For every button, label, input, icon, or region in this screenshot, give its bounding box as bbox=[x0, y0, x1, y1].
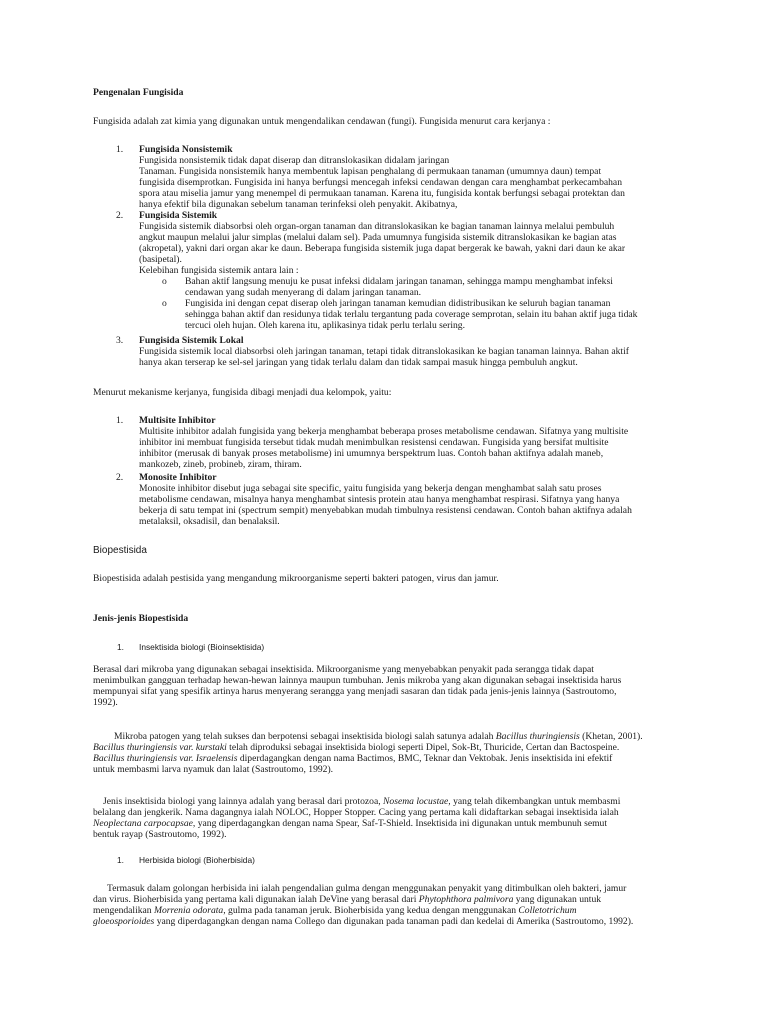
paragraph-line: mengendalikan Morrenia odorata, gulma pada tanaman jeruk. Bioherbisida yang kedua dengan menggunakan Colletotrichum bbox=[93, 905, 577, 916]
list2-item-1-line: Multisite inhibitor adalah fungisida yang bekerja menghambat beberapa proses metabolisme cendawan. Sifatnya yang multisite bbox=[139, 426, 629, 437]
paragraph-line: menimbulkan gangguan terhadap hewan-hewan lainnya maupun tumbuhan. Jenis mikroba yang akan digunakan sebagai insektisida harus bbox=[93, 675, 622, 686]
paragraph-line: Bacillus thuringiensis var. Israelensis diperdagangkan dengan nama Bactimos, BMC, Teknar dan Vektobak. Jenis insektisida ini efektif bbox=[93, 753, 613, 764]
species-name: Bacillus thuringiensis bbox=[495, 731, 580, 742]
bullet-line: Bahan aktif langsung menuju ke pusat infeksi didalam jaringan tanaman, sehingga mampu menghambat infeksi bbox=[185, 276, 613, 287]
list2-item-1-line: mankozeb, zineb, probineb, ziram, thiram. bbox=[139, 459, 302, 470]
list1-item-2-line: Kelebihan fungisida sistemik antara lain : bbox=[139, 265, 299, 276]
bullet-line: tercuci oleh hujan. Oleh karena itu, aplikasinya tidak perlu terlalu sering. bbox=[185, 320, 465, 331]
species-name: Nosema locustae, bbox=[383, 796, 451, 807]
list1-num-2: 2. bbox=[116, 210, 124, 221]
paragraph-line: bentuk rayap (Sastroutomo, 1992). bbox=[93, 829, 227, 840]
list2-item-2-line: bekerja di satu tempat ini (spectrum sempit) menyebabkan mudah timbulnya resistensi cendawan. Contoh bahan aktifnya adalah bbox=[139, 505, 632, 516]
list1-item-1-title: Fungisida Nonsistemik bbox=[139, 144, 233, 155]
list1-item-2-line: (akropetal), yakni dari organ akar ke daun. Beberapa fungisida sistemik juga dapat bergerak ke bawah, yakni dari daun ke akar bbox=[139, 243, 626, 254]
paragraph-bioherbisida bbox=[93, 883, 633, 927]
bullet-marker: o bbox=[162, 276, 167, 287]
paragraph-line: Termasuk dalam golongan herbisida ini ialah pengendalian gulma dengan menggunakan penyakit yang ditimbulkan oleh bakteri, jamur bbox=[107, 883, 627, 894]
list1-item-3-line: Fungisida sistemik local diabsorbsi oleh jaringan tanaman, tetapi tidak ditranslokasikan ke bagian tanaman lainnya. Bahan aktif bbox=[139, 346, 629, 357]
bullet-marker: o bbox=[162, 298, 167, 309]
list2-item-1 bbox=[139, 415, 628, 470]
bullet-line: sehingga bahan aktif dan residunya tidak terlalu tergantung pada coverage semprotan, selain itu bahan aktif juga tidak bbox=[185, 309, 638, 320]
biopestisida-definition: Biopestisida adalah pestisida yang mengandung mikroorganisme seperti bakteri patogen, virus dan jamur. bbox=[93, 573, 499, 584]
list2-item-2-title: Monosite Inhibitor bbox=[139, 472, 217, 483]
heading-biopestisida: Biopestisida bbox=[93, 545, 147, 556]
sub1-title: Insektisida biologi (Bioinsektisida) bbox=[139, 642, 265, 652]
bullet-item-1 bbox=[185, 276, 613, 298]
species-name: Bacillus thuringiensis var. kurstaki bbox=[93, 742, 227, 753]
list2-item-1-line: inhibitor ini membuat fungisida tersebut tidak mudah menimbulkan resistensi cendawan. Fungisida yang bersifat multisite bbox=[139, 437, 609, 448]
list1-item-1 bbox=[139, 144, 625, 210]
list1-num-3: 3. bbox=[116, 335, 124, 346]
sub2-title: Herbisida biologi (Bioherbisida) bbox=[139, 855, 255, 865]
list2-item-2-line: metalaksil, oksadisil, dan benalaksil. bbox=[139, 516, 280, 527]
list1-item-1-line: spora atau miselia jamur yang menempel di permukaan tanaman. Karena itu, fungisida kontak berfungsi sebagai protektan dan bbox=[139, 188, 625, 199]
list1-item-2-line: angkut maupun melalui jalur simplas (melalui dalam sel). Pada umumnya fungisida sistemik ditranslokasikan ke bagian atas bbox=[139, 232, 617, 243]
species-name: Bacillus thuringiensis var. Israelensis bbox=[93, 753, 238, 764]
list1-item-3 bbox=[139, 335, 629, 368]
paragraph-bioinsektisida-2 bbox=[93, 731, 643, 775]
list1-item-3-title: Fungisida Sistemik Lokal bbox=[139, 335, 244, 346]
list2-num-1: 1. bbox=[116, 415, 124, 426]
list1-num-1: 1. bbox=[116, 144, 124, 155]
heading-jenis-biopestisida: Jenis-jenis Biopestisida bbox=[93, 613, 189, 624]
paragraph-line: mempunyai sifat yang spesifik artinya harus menyerang serangga yang menjadi sasaran dan tidak pada jenis-jenis lainnya (Sastroutomo, bbox=[93, 686, 617, 697]
list1-item-3-line: hanya akan terserap ke sel-sel jaringan yang tidak terlalu dalam dan tidak sampai masuk hingga pembuluh angkut. bbox=[139, 357, 578, 368]
list1-item-1-line: hanya efektif bila digunakan sebelum tanaman terinfeksi oleh penyakit. Akibatnya, bbox=[139, 199, 458, 210]
list2-item-2-line: metabolisme cendawan, misalnya hanya menghambat sintesis protein atau hanya menghambat respirasi. Sifatnya yang hanya bbox=[139, 494, 620, 505]
species-name: gloeosporioides bbox=[93, 916, 155, 927]
bullet-line: cendawan yang sudah menyerang di dalam jaringan tanaman. bbox=[185, 287, 422, 298]
species-name: Neoplectana carpocapsae bbox=[93, 818, 193, 829]
list1-item-1-line: Tanaman. Fungisida nonsistemik hanya membentuk lapisan penghalang di permukaan tanaman (umumnya daun) tempat bbox=[139, 166, 602, 177]
list2-num-2: 2. bbox=[116, 472, 124, 483]
sub2-num: 1. bbox=[117, 855, 124, 865]
paragraph-line: dan virus. Bioherbisida yang pertama kali digunakan ialah DeVine yang berasal dari Phytophthora palmivora yang digunakan untuk bbox=[93, 894, 602, 905]
sub1-num: 1. bbox=[117, 642, 124, 652]
intro-paragraph: Fungisida adalah zat kimia yang digunakan untuk mengendalikan cendawan (fungi). Fungisida menurut cara kerjanya : bbox=[93, 116, 551, 127]
species-name: Phytophthora palmivora bbox=[418, 894, 514, 905]
paragraph-bioinsektisida-3 bbox=[93, 796, 620, 840]
heading-pengenalan-fungisida: Pengenalan Fungisida bbox=[93, 87, 184, 98]
paragraph-line: Mikroba patogen yang telah sukses dan berpotensi sebagai insektisida biologi salah satunya adalah Bacillus thuringiensis (Khetan, 2001). bbox=[114, 731, 643, 742]
paragraph-line: gloeosporioides yang diperdagangkan dengan nama Collego dan digunakan pada tanaman padi dan kedelai di Amerika (Sastroutomo, 1992). bbox=[93, 916, 634, 927]
paragraph-line: Bacillus thuringiensis var. kurstaki telah diproduksi sebagai insektisida biologi seperti Dipel, Sok-Bt, Thuricide, Certan dan Bactospeine. bbox=[93, 742, 620, 753]
paragraph-line: Jenis insektisida biologi yang lainnya adalah yang berasal dari protozoa, Nosema locustae, yang telah dikembangkan untuk membasmi bbox=[103, 796, 621, 807]
list1-item-2-line: Fungisida sistemik diabsorbsi oleh organ-organ tanaman dan ditranslokasikan ke bagian tanaman lainnya melalui pembuluh bbox=[139, 221, 615, 232]
paragraph-bioinsektisida-1 bbox=[93, 664, 674, 708]
list2-item-1-title: Multisite Inhibitor bbox=[139, 415, 216, 426]
paragraph-line: 1992). bbox=[93, 697, 118, 708]
bullet-line: Fungisida ini dengan cepat diserap oleh jaringan tanaman kemudian didistribusikan ke seluruh bagian tanaman bbox=[185, 298, 611, 309]
list1-item-2 bbox=[139, 210, 625, 276]
list2-item-1-line: inhibitor (merusak di banyak proses metabolisme) ini umumnya berspektrum luas. Contoh bahan aktifnya adalah maneb, bbox=[139, 448, 604, 459]
species-name: Colletotrichum bbox=[518, 905, 577, 916]
paragraph-line: Neoplectana carpocapsae, yang diperdagangkan dengan nama Spear, Saf-T-Shield. Insektisida ini digunakan untuk membunuh semut bbox=[93, 818, 608, 829]
bullet-item-2 bbox=[185, 298, 637, 331]
mekanisme-intro: Menurut mekanisme kerjanya, fungisida dibagi menjadi dua kelompok, yaitu: bbox=[93, 387, 392, 398]
list1-item-1-line: Fungisida nonsistemik tidak dapat diserap dan ditranslokasikan didalam jaringan bbox=[139, 155, 450, 166]
list1-item-2-title: Fungisida Sistemik bbox=[139, 210, 218, 221]
list2-item-2 bbox=[139, 472, 632, 527]
paragraph-line: belalang dan jengkerik. Nama dagangnya ialah NOLOC, Hopper Stopper. Cacing yang pertama kali didaftarkan sebagai insektisida ialah bbox=[93, 807, 619, 818]
paragraph-line: Berasal dari mikroba yang digunakan sebagai insektisida. Mikroorganisme yang menyebabkan penyakit pada serangga tidak dapat bbox=[93, 664, 594, 675]
paragraph-line: untuk membasmi larva nyamuk dan lalat (Sastroutomo, 1992). bbox=[93, 764, 334, 775]
list2-item-2-line: Monosite inhibitor disebut juga sebagai site specific, yaitu fungisida yang bekerja dengan menghambat salah satu proses bbox=[139, 483, 602, 494]
list1-item-2-line: (basipetal). bbox=[139, 254, 182, 265]
species-name: Morrenia odorata bbox=[154, 905, 224, 916]
list1-item-1-line: fungisida disemprotkan. Fungisida ini hanya berfungsi mencegah infeksi cendawan dengan cara menghambat perkecambahan bbox=[139, 177, 622, 188]
